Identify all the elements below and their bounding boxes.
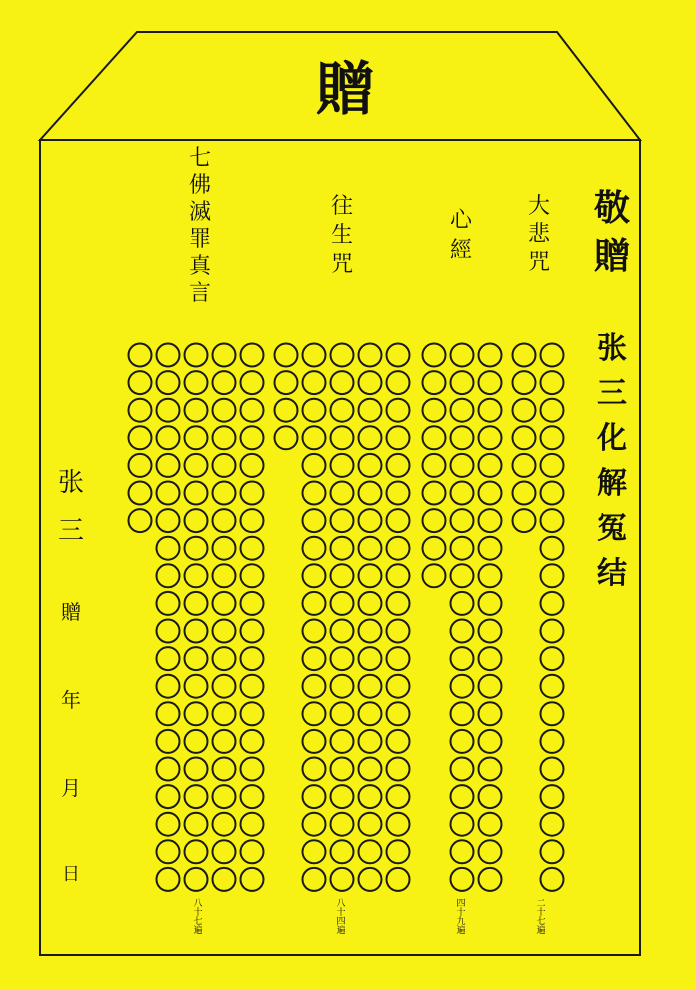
text-char: 往 — [330, 194, 353, 219]
text-char: 八 — [193, 899, 203, 909]
section-label-wangsheng — [329, 196, 355, 276]
text-char: 罪 — [188, 227, 211, 252]
text-char: 贈 — [61, 600, 81, 624]
text-char: 十 — [336, 908, 346, 918]
purpose-text — [594, 331, 630, 591]
text-char: 月 — [61, 776, 81, 800]
text-char: 结 — [597, 556, 627, 591]
text-char: 七 — [188, 146, 211, 171]
jing-zeng-label — [592, 187, 632, 277]
text-char: 咒 — [330, 252, 353, 277]
text-char: 心 — [449, 208, 472, 233]
text-char: 遍 — [336, 926, 346, 936]
text-char: 解 — [597, 466, 627, 501]
text-char: 八 — [336, 899, 346, 909]
text-char: 敬 — [593, 187, 630, 229]
signature-text — [55, 470, 87, 884]
text-char: 张 — [597, 331, 627, 366]
text-char: 遍 — [193, 926, 203, 936]
section-label-qifo — [187, 148, 213, 305]
text-char: 二 — [536, 899, 546, 909]
text-char: 遍 — [456, 926, 466, 936]
section-label-dabei — [526, 196, 552, 274]
text-char: 十 — [456, 908, 466, 918]
text-char: 年 — [61, 688, 81, 712]
count-label-qifo — [192, 900, 204, 936]
envelope-title — [313, 55, 377, 123]
text-char: 贈 — [593, 235, 630, 277]
text-char: 七 — [536, 917, 546, 927]
text-char: 十 — [536, 908, 546, 918]
title-char: 贈 — [315, 55, 374, 123]
text-char: 冤 — [597, 511, 627, 546]
text-char: 滅 — [188, 200, 211, 225]
text-char: 言 — [188, 281, 211, 306]
section-label-xinjing — [448, 210, 474, 262]
text-char: 三 — [57, 516, 84, 546]
text-char: 遍 — [536, 926, 546, 936]
count-label-xinjing — [455, 900, 467, 936]
text-char: 张 — [57, 468, 84, 498]
text-char: 日 — [62, 864, 80, 885]
text-char: 悲 — [527, 222, 550, 247]
text-char: 生 — [330, 223, 353, 248]
text-char: 真 — [188, 254, 211, 279]
text-char: 四 — [456, 899, 466, 909]
text-char: 大 — [527, 194, 550, 219]
text-char: 九 — [456, 917, 466, 927]
count-label-dabei — [535, 900, 547, 936]
text-char: 佛 — [188, 173, 211, 198]
text-char: 咒 — [527, 250, 550, 275]
text-char: 經 — [449, 238, 472, 263]
text-char: 化 — [597, 421, 627, 456]
text-char: 七 — [193, 917, 203, 927]
text-char: 四 — [336, 917, 346, 927]
text-char: 三 — [597, 376, 627, 411]
text-char: 十 — [193, 908, 203, 918]
count-label-wangsheng — [335, 900, 347, 936]
